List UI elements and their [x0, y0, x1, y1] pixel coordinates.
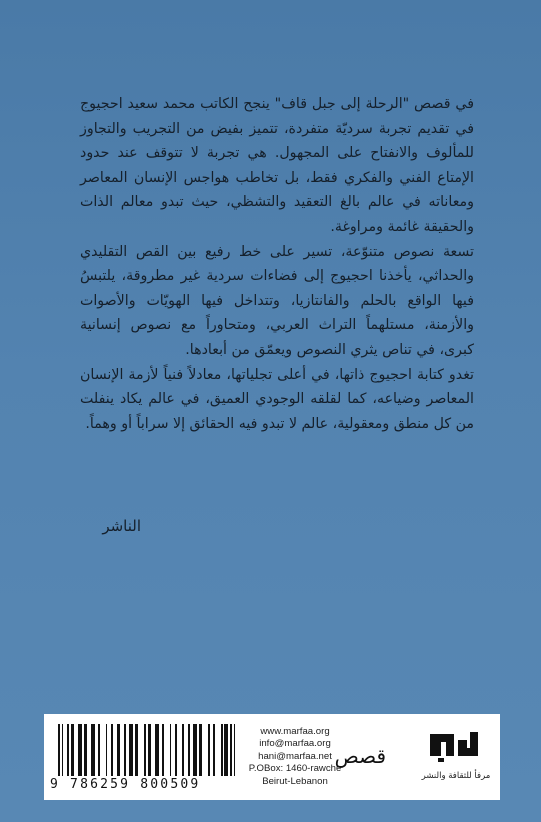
email-text-info: info@marfaa.org [259, 738, 331, 750]
isbn-number: 9 786259 800509 [50, 777, 201, 792]
publisher-signature: الناشر [102, 517, 141, 535]
barcode-bar [234, 724, 236, 776]
publisher-tagline: مرفأ للثقافة والنشر [421, 771, 491, 781]
series-logo: قصص [334, 744, 386, 768]
publisher-contact [240, 726, 350, 788]
publisher-logo-mark [428, 728, 480, 768]
website-text: www.marfaa.org [260, 726, 330, 737]
blurb-text [80, 92, 474, 436]
isbn-barcode [58, 724, 236, 776]
blurb-paragraph-3: تغدو كتابة احجيوج ذاتها، في أعلى تجلياتها، معادلاً فنياً لأزمة الإنسان المعاصر وضياعه، كما لقلقه الوجودي العميق، في عالم يكاد ينفلت من كل منطق ومعقولية، عالم لا تبدو فيه الحقائق إلا سراباً أو وهماً. [80, 366, 474, 432]
email-text-hani: hani@marfaa.net [258, 750, 332, 762]
location-text: Beirut-Lebanon [262, 775, 328, 787]
publisher-logo [420, 728, 492, 790]
blurb-paragraph-2: تسعة نصوص متنوّعة، تسير على خط رفيع بين القص التقليدي والحداثي، يأخذنا احجيوج إلى فضاءات سردية غير مطروقة، يلتبسُ فيها الواقع بالحلم والفانتازيا، وتتداخل فيها الهويّات والأصوات والأزمنة، مستلهماً التراث العربي، ومتحاوراً مع نصوص إنسانية كبرى، في تناص يثري النصوص ويعمّق من أبعادها. [80, 243, 474, 358]
pobox-text: P.OBox: 1460-rawche [248, 763, 342, 775]
footer-panel [44, 714, 500, 800]
blurb-paragraph-1: في قصص "الرحلة إلى جبل قاف" ينجح الكاتب محمد سعيد احجيوج في تقديم تجربة سرديّة متفردة، تتميز بفيض من التجريب والتجاوز للمألوف والانفتاح على المجهول. هي تجربة لا تتوقف عند حدود الإمتاع الفني والفكري فقط، بل تخاطب هواجس الإنسان المعاصر ومعاناته في عالم بالغ التعقيد والتشظي، حيث تبدو معالم الذات والحقيقة غائمة ومراوغة. [80, 96, 474, 235]
